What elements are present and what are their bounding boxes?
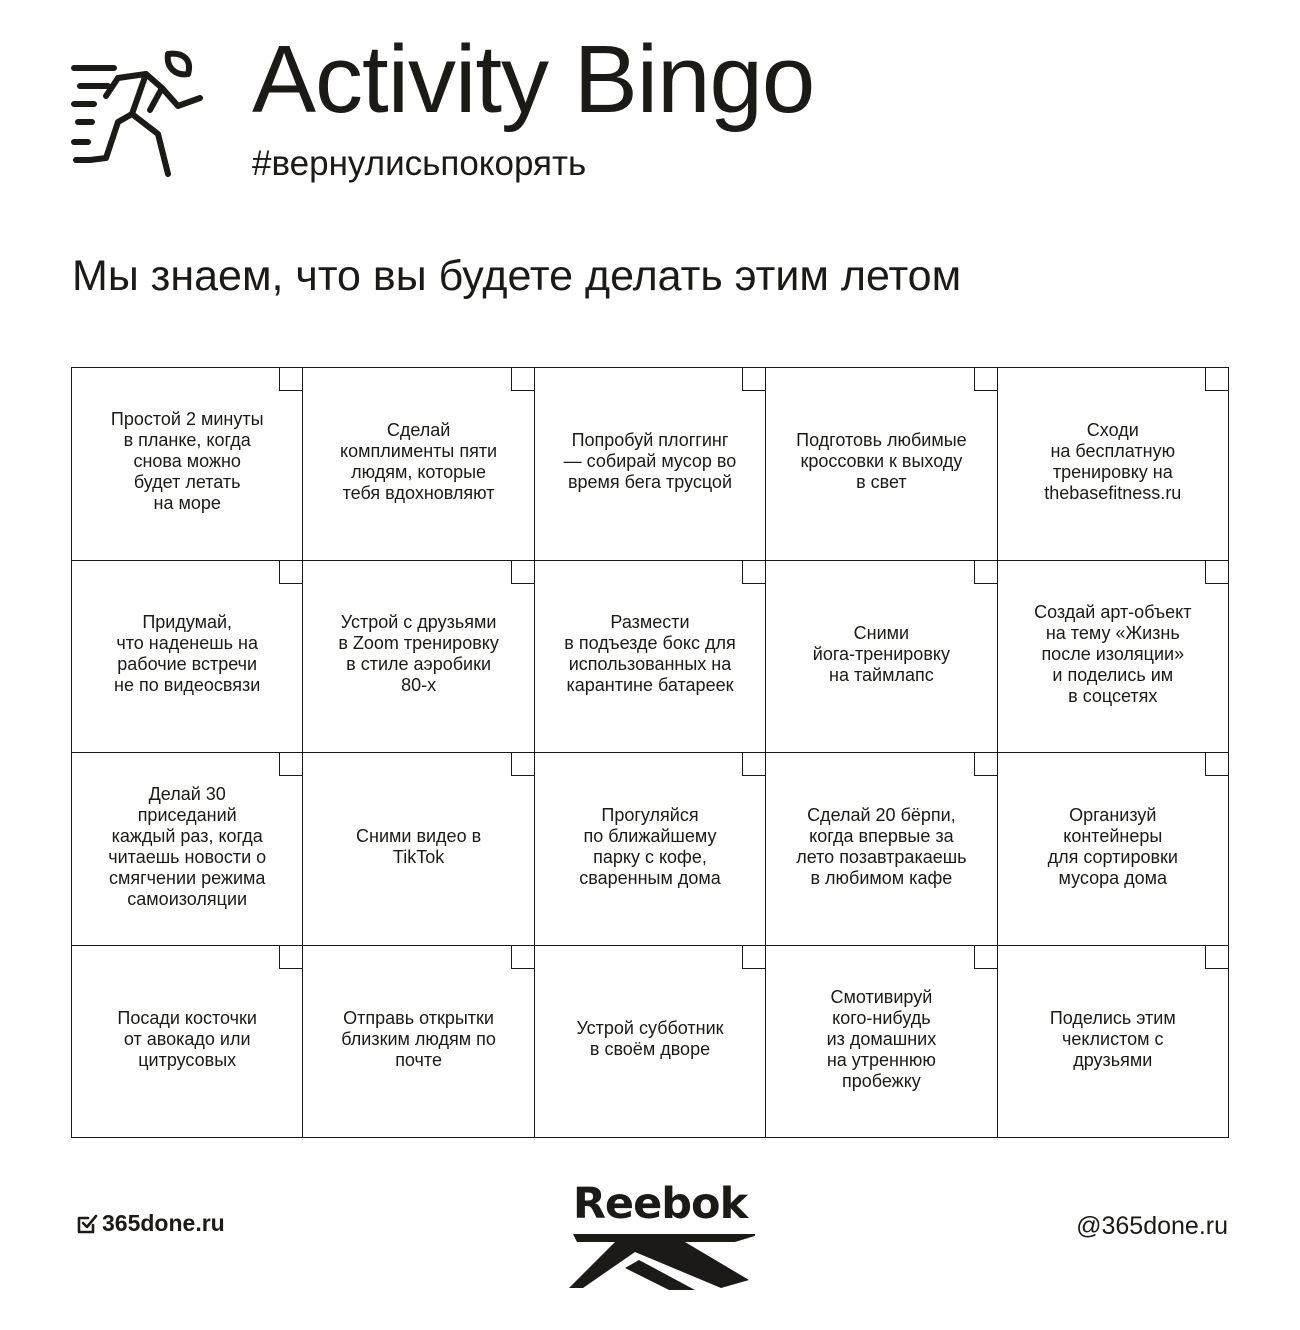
bingo-checkbox[interactable] <box>511 945 535 969</box>
bingo-cell-text: Простой 2 минуты в планке, когда снова можно будет летать на море <box>110 409 264 514</box>
bingo-cell-text: Делай 30 приседаний каждый раз, когда читаешь новости о смягчении режима самоизоляции <box>108 783 267 909</box>
bingo-cell-text: Придумай, что наденешь на рабочие встречи не по видеосвязи <box>114 612 261 696</box>
reebok-wordmark: Reebok <box>572 1179 748 1229</box>
bingo-checkbox[interactable] <box>511 367 535 391</box>
bingo-cell-text: Размести в подъезде бокс для использованных на карантине батареек <box>564 612 736 696</box>
bingo-cell-text: Сходи на бесплатную тренировку на thebasefitness.ru <box>1044 419 1182 503</box>
bingo-cell <box>72 368 303 561</box>
hashtag: #вернулисьпокорять <box>252 144 587 183</box>
bingo-cell-text: Отправь открытки близким людям по почте <box>341 1007 496 1070</box>
bingo-checkbox[interactable] <box>1205 752 1229 776</box>
bingo-checkbox[interactable] <box>742 945 766 969</box>
bingo-cell <box>535 946 766 1139</box>
footer-handle[interactable]: @365done.ru <box>1076 1212 1228 1240</box>
reebok-vector-logo <box>565 1230 755 1292</box>
bingo-cell <box>998 561 1229 754</box>
bingo-cell <box>998 946 1229 1139</box>
bingo-cell-text: Посади косточки от авокадо или цитрусовых <box>117 1007 257 1070</box>
bingo-checkbox[interactable] <box>279 752 303 776</box>
bingo-cell-text: Попробуй плоггинг — собирай мусор во время бега трусцой <box>563 430 737 493</box>
bingo-grid <box>71 367 1229 1138</box>
bingo-cell-text: Организуй контейнеры для сортировки мусора дома <box>1047 804 1178 888</box>
bingo-checkbox[interactable] <box>742 752 766 776</box>
bingo-checkbox[interactable] <box>742 367 766 391</box>
bingo-checkbox[interactable] <box>1205 367 1229 391</box>
bingo-cell-text: Сними видео в TikTok <box>356 825 482 867</box>
page-subtitle: Мы знаем, что вы будете делать этим летом <box>72 252 962 300</box>
bingo-checkbox[interactable] <box>742 560 766 584</box>
bingo-checkbox[interactable] <box>974 560 998 584</box>
footer-site-link[interactable] <box>76 1212 225 1235</box>
bingo-cell <box>535 561 766 754</box>
checkbox-check-icon <box>76 1213 98 1235</box>
bingo-cell <box>766 946 997 1139</box>
bingo-checkbox[interactable] <box>974 945 998 969</box>
bingo-cell-text: Создай арт-объект на тему «Жизнь после изоляции» и поделись им в соцсетях <box>1034 601 1192 706</box>
bingo-cell <box>303 368 534 561</box>
bingo-cell-text: Сними йога-тренировку на таймлапс <box>812 622 950 685</box>
bingo-cell-text: Устрой субботник в своём дворе <box>576 1018 724 1060</box>
bingo-cell <box>998 368 1229 561</box>
bingo-cell-text: Прогуляйся по ближайшему парку с кофе, сваренным дома <box>579 804 721 888</box>
bingo-checkbox[interactable] <box>511 560 535 584</box>
reebok-logo <box>555 1179 765 1293</box>
running-person-icon <box>66 48 216 188</box>
bingo-cell <box>766 561 997 754</box>
bingo-checkbox[interactable] <box>1205 945 1229 969</box>
bingo-cell <box>303 561 534 754</box>
bingo-cell-text: Подготовь любимые кроссовки к выходу в свет <box>796 430 967 493</box>
bingo-cell-text: Поделись этим чеклистом с друзьями <box>1049 1007 1176 1070</box>
bingo-checkbox[interactable] <box>974 367 998 391</box>
bingo-cell <box>72 753 303 946</box>
bingo-checkbox[interactable] <box>279 945 303 969</box>
bingo-cell-text: Сделай 20 бёрпи, когда впервые за лето позавтракаешь в любимом кафе <box>796 804 967 888</box>
bingo-checkbox[interactable] <box>511 752 535 776</box>
bingo-checkbox[interactable] <box>279 367 303 391</box>
bingo-cell <box>72 946 303 1139</box>
page-title: Activity Bingo <box>252 26 815 133</box>
bingo-cell <box>766 753 997 946</box>
bingo-checkbox[interactable] <box>974 752 998 776</box>
bingo-cell <box>535 368 766 561</box>
bingo-cell <box>303 946 534 1139</box>
bingo-cell-text: Смотивируй кого-нибудь из домашних на утреннюю пробежку <box>826 986 937 1091</box>
footer-site-text: 365done.ru <box>102 1210 225 1236</box>
bingo-cell-text: Сделай комплименты пяти людям, которые тебя вдохновляют <box>340 419 498 503</box>
bingo-cell <box>535 753 766 946</box>
bingo-checkbox[interactable] <box>279 560 303 584</box>
bingo-cell <box>303 753 534 946</box>
bingo-cell <box>766 368 997 561</box>
bingo-cell <box>72 561 303 754</box>
bingo-cell <box>998 753 1229 946</box>
bingo-checkbox[interactable] <box>1205 560 1229 584</box>
bingo-cell-text: Устрой с друзьями в Zoom тренировку в стиле аэробики 80-х <box>338 612 499 696</box>
